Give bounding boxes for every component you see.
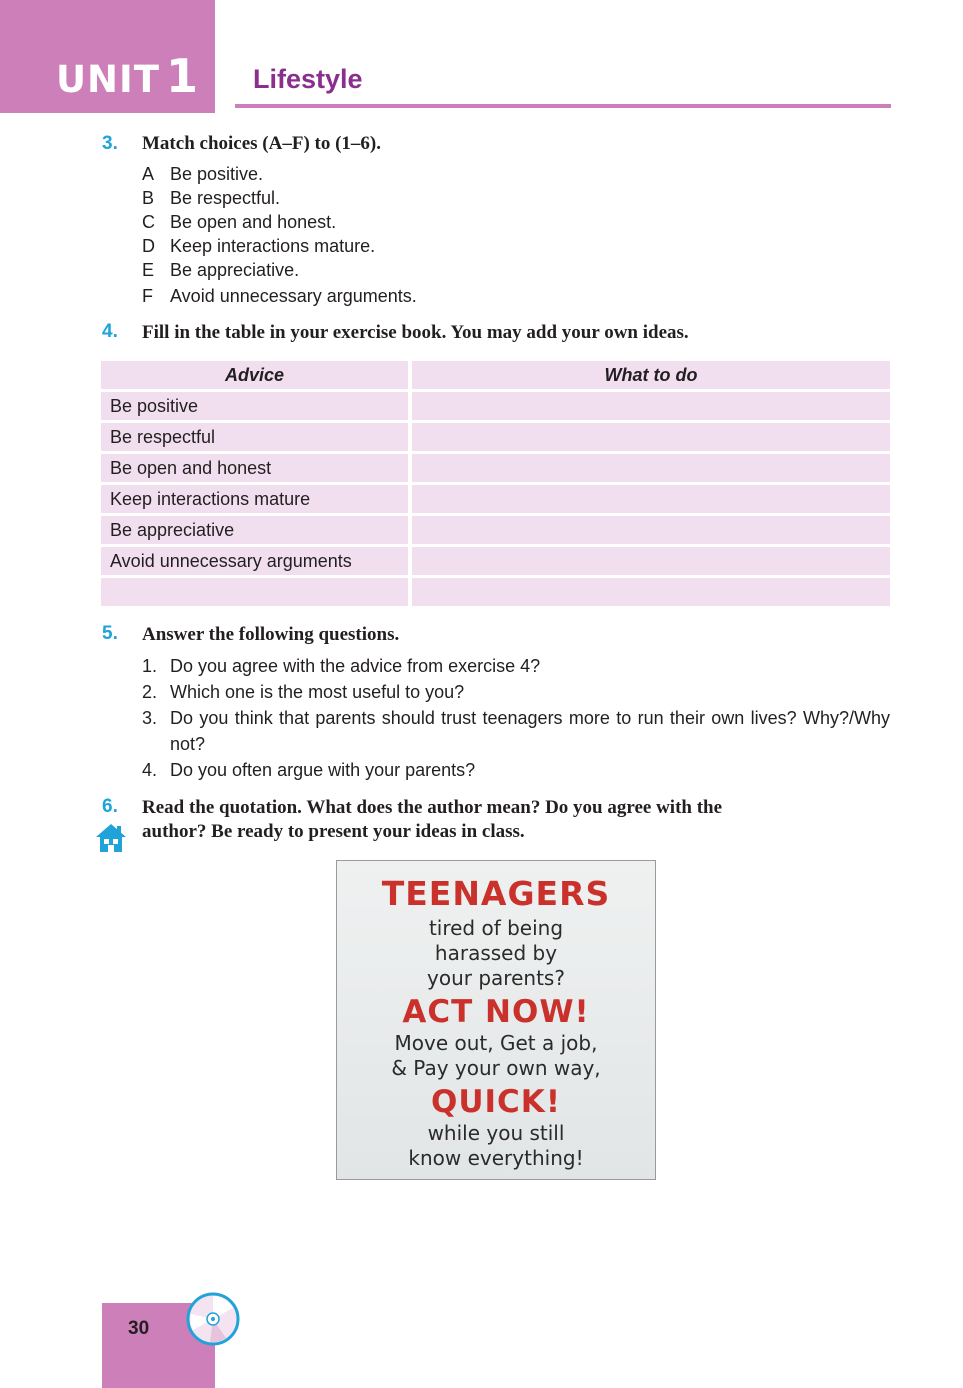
- table-row: [101, 392, 890, 420]
- table-row: [101, 485, 890, 513]
- question-item: 4. Do you often argue with your parents?: [142, 760, 476, 780]
- exercise-3-title: Match choices (A–F) to (1–6).: [142, 133, 382, 154]
- table-row: [101, 578, 890, 606]
- exercise-3-number: 3.: [102, 133, 118, 154]
- choice-item: C Be open and honest.: [142, 212, 337, 232]
- choice-item: F Avoid unnecessary arguments.: [142, 286, 417, 306]
- poster-text: know everything!: [408, 1146, 584, 1170]
- table-row: [101, 547, 890, 575]
- what-to-do-cell: [412, 485, 890, 513]
- poster-headline: TEENAGERS: [381, 874, 611, 913]
- poster-text: & Pay your own way,: [391, 1056, 601, 1080]
- poster-text: Move out, Get a job,: [394, 1031, 598, 1055]
- table-row: [101, 516, 890, 544]
- exercise-5-number: 5.: [102, 623, 118, 644]
- page-number: 30: [128, 1318, 150, 1339]
- choice-item: E Be appreciative.: [142, 260, 300, 280]
- choice-item: A Be positive.: [142, 164, 264, 184]
- column-header-what-to-do: What to do: [412, 361, 890, 389]
- exercise-6-title-line1: Read the quotation. What does the author mean? Do you agree with the: [142, 797, 723, 818]
- advice-table: [101, 358, 890, 609]
- what-to-do-cell: [412, 578, 890, 606]
- choice-item: D Keep interactions mature.: [142, 236, 376, 256]
- choice-item: B Be respectful.: [142, 188, 281, 208]
- poster-text: your parents?: [427, 966, 565, 990]
- table-row: [101, 454, 890, 482]
- advice-cell: [101, 578, 412, 606]
- title-divider: [235, 104, 891, 108]
- what-to-do-cell: [412, 423, 890, 451]
- what-to-do-cell: [412, 392, 890, 420]
- table-row: [101, 423, 890, 451]
- poster-quick: QUICK!: [431, 1084, 561, 1120]
- advice-cell: Be open and honest: [101, 454, 412, 482]
- home-icon: [94, 822, 128, 854]
- cd-icon: [186, 1292, 240, 1346]
- unit-number: 1: [166, 49, 199, 103]
- page-title: Lifestyle: [253, 64, 363, 94]
- exercise-6-number: 6.: [102, 796, 118, 817]
- advice-cell: Keep interactions mature: [101, 485, 412, 513]
- poster-text: tired of being: [428, 916, 564, 940]
- advice-cell: Avoid unnecessary arguments: [101, 547, 412, 575]
- poster-text: harassed by: [434, 941, 558, 965]
- poster-act-now: ACT NOW!: [402, 994, 590, 1030]
- what-to-do-cell: [412, 454, 890, 482]
- quotation-poster: [336, 860, 656, 1180]
- advice-cell: Be positive: [101, 392, 412, 420]
- column-header-advice: Advice: [101, 361, 412, 389]
- exercise-5-title: Answer the following questions.: [142, 624, 400, 645]
- table-header-row: [101, 361, 890, 389]
- unit-banner: [0, 0, 215, 113]
- question-item: 3. Do you think that parents should trust teenagers more to run their own lives? Why?/Why not?: [142, 708, 890, 754]
- what-to-do-cell: [412, 547, 890, 575]
- poster-text: while you still: [427, 1121, 565, 1145]
- what-to-do-cell: [412, 516, 890, 544]
- exercise-4-number: 4.: [102, 321, 118, 342]
- question-item: 1. Do you agree with the advice from exercise 4?: [142, 656, 541, 676]
- unit-label: UNIT: [56, 58, 161, 101]
- exercise-4-title: Fill in the table in your exercise book. You may add your own ideas.: [142, 322, 689, 343]
- question-item: 2. Which one is the most useful to you?: [142, 682, 465, 702]
- advice-cell: Be respectful: [101, 423, 412, 451]
- exercise-6-title-line2: author? Be ready to present your ideas in class.: [142, 821, 525, 842]
- advice-cell: Be appreciative: [101, 516, 412, 544]
